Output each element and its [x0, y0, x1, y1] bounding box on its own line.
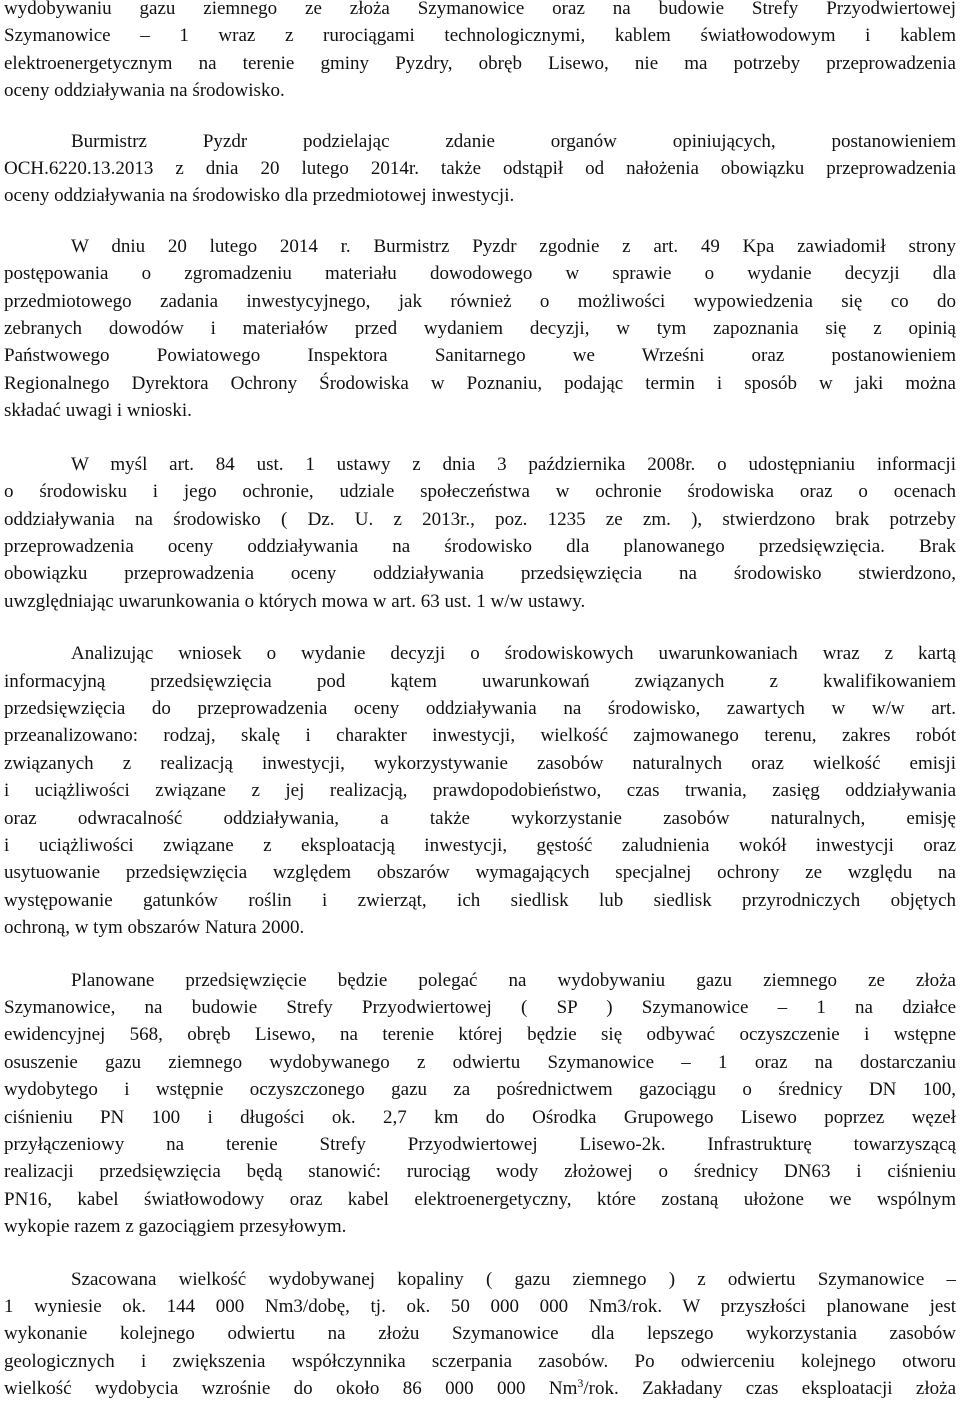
- text-line: występowanie gatunków roślin i zwierząt, ich siedlisk lub siedlisk przyrodniczych objętych: [4, 889, 956, 911]
- text-line: OCH.6220.13.2013 z dnia 20 lutego 2014r. także odstąpił od nałożenia obowiązku przeprowadzenia: [4, 158, 956, 180]
- text-line: przedmiotowego zadania inwestycyjnego, jak również o możliwości wypowiedzenia się co do: [4, 290, 956, 312]
- text-line: i uciążliwości związane z eksploatacją inwestycji, gęstość zaludnienia wokół inwestycji oraz: [4, 834, 956, 856]
- text-line: Planowane przedsięwzięcie będzie polegać na wydobywaniu gazu ziemnego ze złoża: [71, 969, 956, 991]
- text-line: postępowania o zgromadzeniu materiału dowodowego w sprawie o wydanie decyzji dla: [4, 263, 956, 285]
- text-line: elektroenergetycznym na terenie gminy Pyzdry, obręb Lisewo, nie ma potrzeby przeprowadzenia: [4, 52, 956, 74]
- text-line: realizacji przedsięwzięcia będą stanowić: rurociąg wody złożowej o średnicy DN63 i ciśnieniu: [4, 1161, 956, 1183]
- superscript: 3: [577, 1376, 584, 1391]
- text-line: obowiązku przeprowadzenia oceny oddziaływania przedsięwzięcia na środowisko stwierdzono,: [4, 563, 956, 585]
- text-line: Państwowego Powiatowego Inspektora Sanitarnego we Wrześni oraz postanowieniem: [4, 345, 956, 367]
- text-line: Szymanowice, na budowie Strefy Przyodwiertowej ( SP ) Szymanowice – 1 na działce: [4, 997, 956, 1018]
- text-line: składać uwagi i wnioski.: [4, 400, 192, 422]
- text-line: oceny oddziaływania na środowisko dla przedmiotowej inwestycji.: [4, 185, 515, 207]
- text-line: W dniu 20 lutego 2014 r. Burmistrz Pyzdr zgodnie z art. 49 Kpa zawiadomił strony: [71, 235, 956, 257]
- text-line: Burmistrz Pyzdr podzielając zdanie organów opiniujących, postanowieniem: [71, 130, 956, 152]
- text-line: uwzględniając uwarunkowania o których mowa w art. 63 ust. 1 w/w ustawy.: [4, 590, 586, 612]
- paragraph-analysis: [4, 640, 956, 941]
- text-line: ciśnieniu PN 100 i długości ok. 2,7 km do Ośrodka Grupowego Lisewo poprzez węzeł: [4, 1106, 956, 1128]
- text-line: ochroną, w tym obszarów Natura 2000.: [4, 917, 305, 939]
- text-line: oceny oddziaływania na środowisko.: [4, 80, 285, 102]
- paragraph-conclusion: [4, 0, 956, 105]
- text-line: przyłączeniowy na terenie Strefy Przyodwiertowej Lisewo-2k. Infrastrukturę towarzyszącą: [4, 1134, 956, 1156]
- text-line: Szacowana wielkość wydobywanej kopaliny ( gazu ziemnego ) z odwiertu Szymanowice –: [71, 1268, 956, 1290]
- text-line: Regionalnego Dyrektora Ochrony Środowiska w Poznaniu, podając termin i sposób w jaki można: [4, 372, 956, 394]
- paragraph-project-description: [4, 967, 956, 1241]
- text-line: osuszenie gazu ziemnego wydobywanego z odwiertu Szymanowice – 1 oraz na dostarczaniu: [4, 1051, 956, 1073]
- text-line: oddziaływania na środowisko ( Dz. U. z 2013r., poz. 1235 ze zm. ), stwierdzono brak potrzeby: [4, 508, 956, 530]
- text-line: wykonanie kolejnego odwiertu na złożu Szymanowice dla lepszego wykorzystania zasobów: [4, 1323, 956, 1345]
- text-line: o środowisku i jego ochronie, udziale społeczeństwa w ochronie środowiska oraz o ocenach: [4, 481, 956, 503]
- text-line: związanych z realizacją inwestycji, wykorzystywanie zasobów naturalnych oraz wielkość emisji: [4, 752, 956, 774]
- text-fragment: wielkość wydobycia wzrośnie do około 86 000 000 Nm: [4, 1378, 578, 1400]
- text-line: Analizując wniosek o wydanie decyzji o środowiskowych uwarunkowaniach wraz z kartą: [71, 643, 956, 665]
- text-fragment: /rok. Zakładany czas eksploatacji złoża: [583, 1378, 956, 1400]
- paragraph-extraction-volume: [4, 1266, 956, 1403]
- text-line: usytuowanie przedsięwzięcia względem obszarów wymagających specjalnej ochrony ze względu na: [4, 862, 956, 884]
- text-line: informacyjną przedsięwzięcia pod kątem uwarunkowań związanych z kwalifikowaniem: [4, 670, 956, 692]
- text-line: geologicznych i zwiększenia współczynnika sczerpania zasobów. Po odwierceniu kolejnego otworu: [4, 1350, 956, 1372]
- text-line: 1 wyniesie ok. 144 000 Nm3/dobę, tj. ok. 50 000 000 Nm3/rok. W przyszłości planowane jest: [4, 1296, 956, 1318]
- text-line: ewidencyjnej 568, obręb Lisewo, na terenie której będzie się odbywać oczyszczenie i wstępne: [4, 1024, 956, 1046]
- paragraph-legal-basis: [4, 451, 956, 615]
- document-page: [4, 0, 956, 1403]
- text-line: Szymanowice – 1 wraz z rurociągami technologicznymi, kablem światłowodowym i kablem: [4, 25, 956, 47]
- text-line: i uciążliwości związane z jej realizacją, prawdopodobieństwo, czas trwania, zasięg oddziaływania: [4, 780, 956, 802]
- text-line: oraz odwracalność oddziaływania, a także wykorzystanie zasobów naturalnych, emisję: [4, 807, 956, 829]
- text-line: wykopie razem z gazociągiem przesyłowym.: [4, 1216, 347, 1238]
- paragraph-notification: [4, 233, 956, 425]
- text-line: wydobytego i wstępnie oczyszczonego gazu za pośrednictwem gazociągu o średnicy DN 100,: [4, 1079, 956, 1101]
- text-line: zebranych dowodów i materiałów przed wydaniem decyzji, w tym zapoznania się z opinią: [4, 318, 956, 340]
- text-line: PN16, kabel światłowodowy oraz kabel elektroenergetyczny, które zostaną ułożone we wspólnym: [4, 1188, 956, 1210]
- text-line: W myśl art. 84 ust. 1 ustawy z dnia 3 października 2008r. o udostępnianiu informacji: [71, 453, 956, 475]
- text-line: wydobywaniu gazu ziemnego ze złoża Szymanowice oraz na budowie Strefy Przyodwiertowej: [4, 0, 956, 19]
- text-line: [4, 1375, 956, 1402]
- text-line: przedsięwzięcia do przeprowadzenia oceny oddziaływania na środowisko, zawartych w w/w art.: [4, 697, 956, 719]
- paragraph-burmistrz-decision: [4, 128, 956, 210]
- text-line: przeanalizowano: rodzaj, skalę i charakter inwestycji, wielkość zajmowanego terenu, zakres robót: [4, 725, 956, 747]
- text-line: przeprowadzenia oceny oddziaływania na środowisko dla planowanego przedsięwzięcia. Brak: [4, 535, 956, 557]
